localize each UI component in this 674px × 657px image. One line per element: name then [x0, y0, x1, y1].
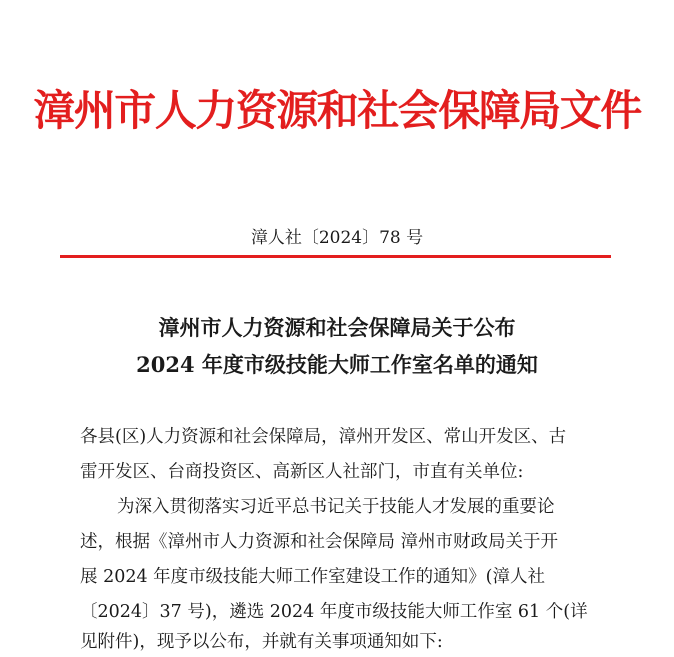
addressee-line-2: 雷开发区、台商投资区、高新区人社部门，市直有关单位:	[80, 462, 524, 482]
addressee-line-1: 各县(区)人力资源和社会保障局，漳州开发区、常山开发区、古	[80, 427, 567, 447]
document-number: 漳人社〔2024〕78 号	[250, 228, 424, 248]
paragraph-line-2: 述，根据《漳州市人力资源和社会保障局 漳州市财政局关于开	[80, 532, 559, 552]
red-divider-line	[60, 255, 611, 258]
paragraph-line-4: 〔2024〕37 号)，遴选 2024 年度市级技能大师工作室 61 个(详	[80, 602, 588, 622]
notice-title-line-2: 2024 年度市级技能大师工作室名单的通知	[136, 352, 538, 377]
paragraph-line-5: 见附件)，现予以公布，并就有关事项通知如下:	[80, 632, 443, 652]
paragraph-line-3: 展 2024 年度市级技能大师工作室建设工作的通知》(漳人社	[80, 567, 545, 587]
paragraph-line-1: 为深入贯彻落实习近平总书记关于技能人才发展的重要论	[117, 497, 555, 517]
notice-title-line-1: 漳州市人力资源和社会保障局关于公布	[158, 315, 516, 340]
masthead-title: 漳州市人力资源和社会保障局文件	[33, 86, 641, 135]
